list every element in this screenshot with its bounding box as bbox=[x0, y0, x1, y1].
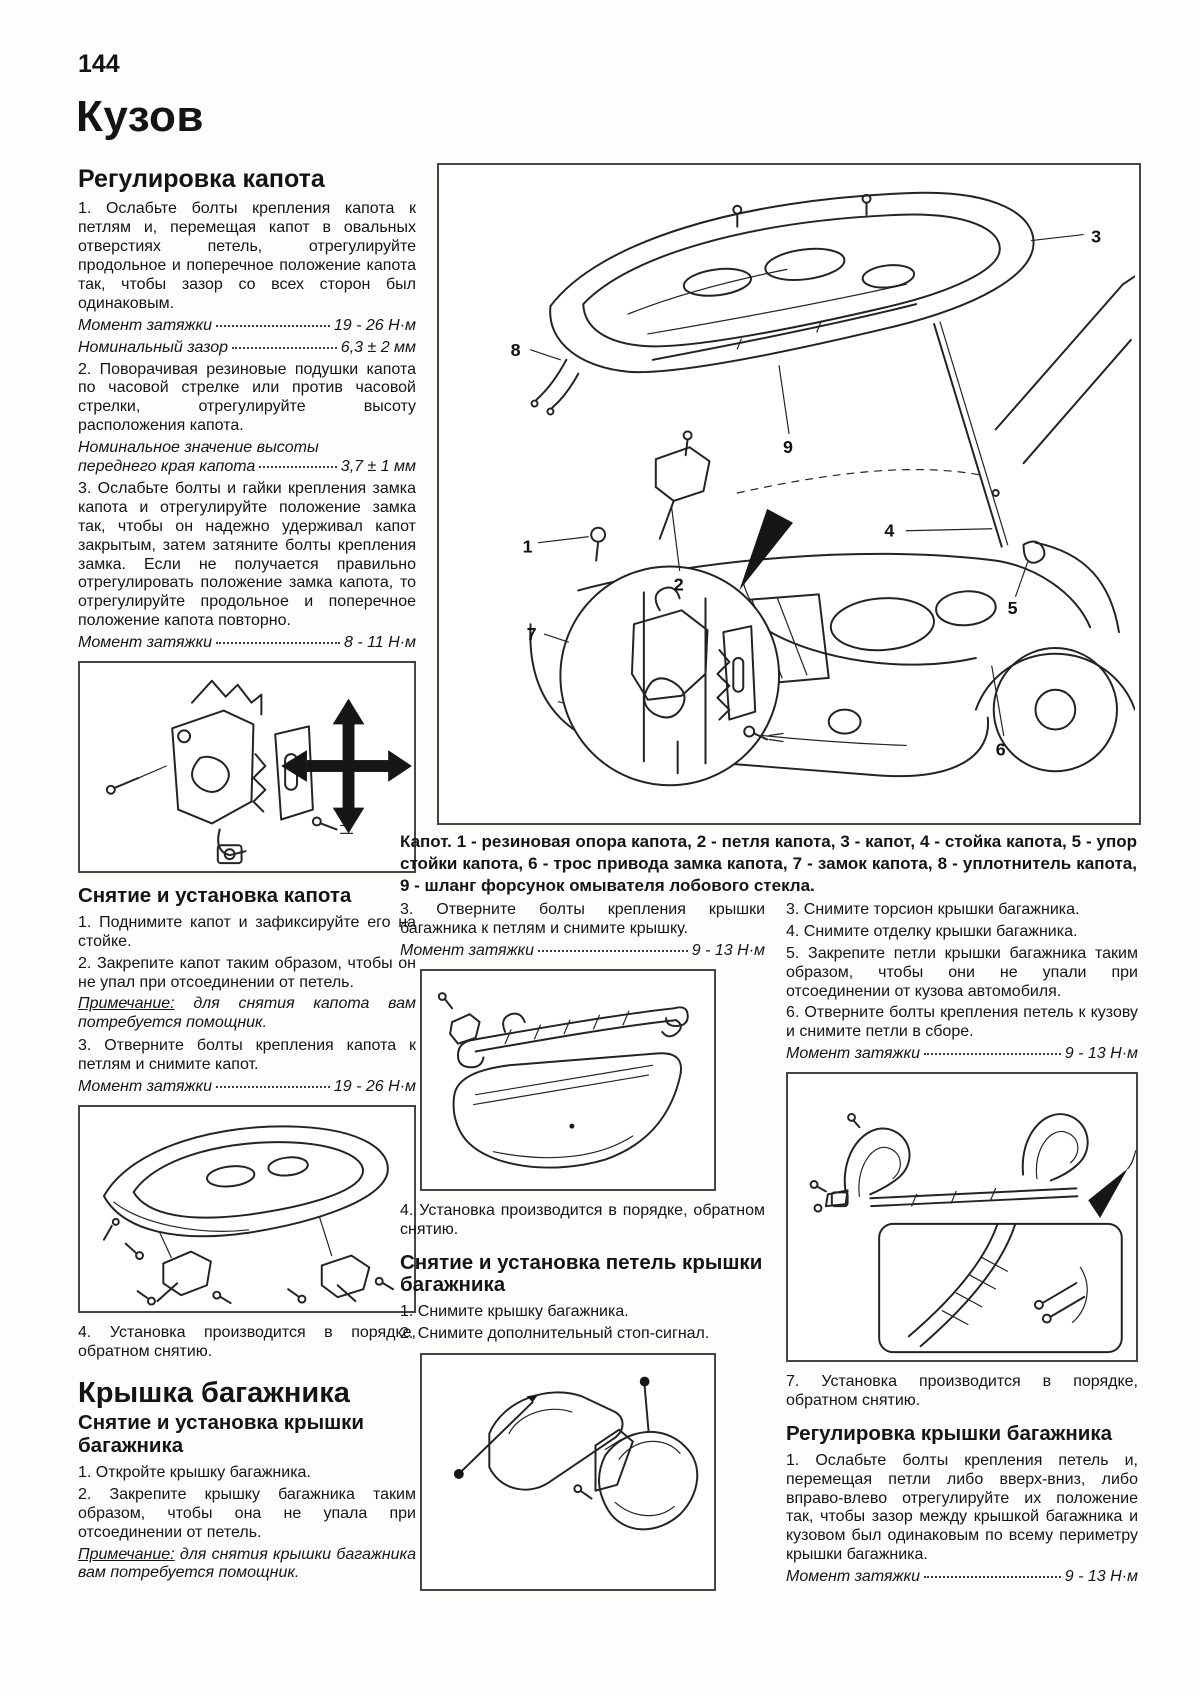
callout-4: 4 bbox=[884, 520, 895, 541]
section-heading-hood-rr: Снятие и установка капота bbox=[78, 884, 352, 907]
spec-value: 19 - 26 Н·м bbox=[333, 1077, 416, 1095]
step-text: 3. Ослабьте болты и гайки крепления замка капота и отрегулируйте положение замка так, чтобы он надежно удерживал капот закрытым, затем затяните болты крепления замка. Если не получается правильно отрегулировать положение замка капота, то отрегулируйте продольное и поперечное положение капота повторно. bbox=[78, 480, 416, 630]
spec-leader bbox=[216, 325, 330, 327]
step-text: 3. Отверните болты крепления капота к петлям и снимите капот. bbox=[78, 1037, 416, 1074]
step-text: 5. Закрепите петли крышки багажника таким образом, чтобы они не упали при отсоединении от кузова автомобиля. bbox=[786, 944, 1138, 1000]
note-label: Примечание: bbox=[78, 1545, 175, 1563]
middle-column bbox=[400, 901, 765, 1602]
step-text: 6. Отверните болты крепления петель к кузову и снимите петли в сборе. bbox=[786, 1004, 1138, 1041]
step-text: 1. Поднимите капот и зафиксируйте его на стойке. bbox=[78, 913, 416, 950]
torque-spec bbox=[400, 942, 765, 960]
section-heading-trunk-adjust: Регулировка крышки багажника bbox=[786, 1421, 1112, 1445]
stop-lamp-drawing bbox=[422, 1355, 710, 1589]
torque-spec bbox=[786, 1568, 1138, 1586]
step-text: 4. Установка производится в порядке, обратном снятию. bbox=[400, 1201, 765, 1238]
spec-leader bbox=[538, 950, 688, 952]
step-text: 7. Установка производится в порядке, обратном снятию. bbox=[786, 1373, 1138, 1409]
torque-spec bbox=[78, 317, 416, 335]
spec-value: 9 - 13 Н·м bbox=[1064, 1568, 1138, 1586]
note-text: для снятия крышки багажника вам потребуется помощник. bbox=[78, 1545, 416, 1582]
note bbox=[78, 1546, 416, 1584]
spec-leader bbox=[216, 642, 340, 644]
callout-1: 1 bbox=[522, 536, 533, 557]
spec-value: 9 - 13 Н·м bbox=[691, 941, 765, 959]
step-text: 2. Закрепите капот таким образом, чтобы он не упал при отсоединении от петель. bbox=[78, 954, 416, 991]
step-text: 4. Снимите отделку крышки багажника. bbox=[786, 922, 1078, 940]
height-spec bbox=[78, 458, 416, 476]
trunk-lid-drawing bbox=[422, 971, 710, 1189]
page-number: 144 bbox=[78, 50, 120, 78]
figure-hood-lock-adjust bbox=[78, 661, 416, 873]
spec-leader bbox=[232, 347, 337, 349]
step-text: 2. Снимите дополнительный стоп-сигнал. bbox=[400, 1325, 710, 1343]
figure-hood-removal bbox=[78, 1105, 416, 1313]
torque-spec bbox=[786, 1045, 1138, 1063]
spec-label: Момент затяжки bbox=[786, 1045, 920, 1063]
left-column bbox=[78, 166, 416, 1587]
spec-value: 6,3 ± 2 мм bbox=[340, 338, 416, 356]
spec-label: переднего края капота bbox=[78, 458, 256, 475]
note-label: Примечание: bbox=[78, 995, 175, 1013]
right-column bbox=[786, 901, 1138, 1590]
figure-trunk-lid bbox=[420, 969, 716, 1191]
spec-leader bbox=[924, 1576, 1061, 1578]
section-heading-hood-adjust: Регулировка капота bbox=[78, 165, 325, 193]
spec-value: 19 - 26 Н·м bbox=[333, 316, 416, 334]
section-heading-trunk-hinges: Снятие и установка петель крышки багажника bbox=[400, 1250, 763, 1297]
step-text: 4. Установка производится в порядке, обратном снятию. bbox=[78, 1323, 416, 1360]
figure-trunk-hinges bbox=[786, 1072, 1138, 1362]
step-text: 1. Ослабьте болты крепления капота к петлям и, перемещая капот в овальных отверстиях петель, отрегулируйте продольное и поперечное положение капота так, чтобы зазор со всех сторон был одинаковым. bbox=[78, 200, 416, 312]
callout-3: 3 bbox=[1091, 226, 1102, 247]
spec-value: 8 - 11 Н·м bbox=[343, 634, 416, 651]
callout-8: 8 bbox=[510, 339, 521, 360]
subsection-heading-trunk-rr: Снятие и установка крышки багажника bbox=[78, 1411, 365, 1458]
figure-stop-lamp bbox=[420, 1353, 716, 1591]
spec-label: Момент затяжки bbox=[400, 941, 534, 959]
spec-label: Момент затяжки bbox=[78, 1077, 212, 1095]
figure-hood-overview bbox=[437, 163, 1141, 825]
note bbox=[78, 995, 416, 1033]
step-text: 1. Ослабьте болты крепления петель и, перемещая петли либо вверх-вниз, либо вправо-влево отрегулируйте их положение так, чтобы зазор между крышкой багажника и кузовом был одинаковым по всему периметру крышки багажника. bbox=[786, 1451, 1138, 1564]
hood-removal-drawing bbox=[80, 1107, 414, 1311]
spec-label: Момент затяжки bbox=[78, 634, 212, 651]
step-text: 1. Снимите крышку багажника. bbox=[400, 1303, 629, 1321]
spec-label: Номинальный зазор bbox=[78, 338, 229, 356]
callout-7: 7 bbox=[526, 624, 537, 645]
trunk-hinges-drawing bbox=[788, 1074, 1136, 1360]
note-text: для снятия капота вам потребуется помощник. bbox=[78, 995, 416, 1032]
torque-spec bbox=[78, 634, 416, 652]
step-text: 2. Поворачивая резиновые подушки капота по часовой стрелке или против часовой стрелки, отрегулируйте высоту расположения капота. bbox=[78, 360, 416, 435]
step-text: 2. Закрепите крышку багажника таким образом, чтобы она не упала при отсоединении от петель. bbox=[78, 1485, 416, 1541]
callout-6: 6 bbox=[995, 739, 1006, 760]
spec-label: Момент затяжки bbox=[78, 316, 212, 334]
figure-caption: Капот. 1 - резиновая опора капота, 2 - петля капота, 3 - капот, 4 - стойка капота, 5 - упор стойки капота, 6 - трос привода замка капота, 7 - замок капота, 8 - уплотнитель капота, 9 - шланг форсунок омывателя лобового стекла. bbox=[400, 832, 1137, 895]
section-heading-trunk: Крышка багажника bbox=[78, 1376, 350, 1409]
step-text: 1. Откройте крышку багажника. bbox=[78, 1464, 311, 1482]
torque-spec bbox=[78, 1078, 416, 1096]
spec-label: Момент затяжки bbox=[786, 1568, 920, 1586]
height-spec-line1: Номинальное значение высоты bbox=[78, 439, 319, 456]
step-text: 3. Отверните болты крепления крышки багажника к петлям и снимите крышку. bbox=[400, 901, 765, 937]
spec-value: 3,7 ± 1 мм bbox=[340, 458, 416, 475]
step-text: 3. Снимите торсион крышки багажника. bbox=[786, 901, 1080, 918]
hood-lock-adjust-drawing bbox=[80, 663, 414, 871]
spec-leader bbox=[259, 466, 337, 468]
gap-spec bbox=[78, 339, 416, 357]
hood-overview-drawing bbox=[439, 165, 1135, 819]
spec-leader bbox=[216, 1086, 330, 1088]
spec-leader bbox=[924, 1053, 1061, 1055]
callout-2: 2 bbox=[673, 574, 684, 595]
callout-5: 5 bbox=[1007, 598, 1018, 619]
chapter-title: Кузов bbox=[76, 92, 204, 141]
spec-value: 9 - 13 Н·м bbox=[1064, 1045, 1138, 1063]
callout-9: 9 bbox=[783, 437, 793, 458]
